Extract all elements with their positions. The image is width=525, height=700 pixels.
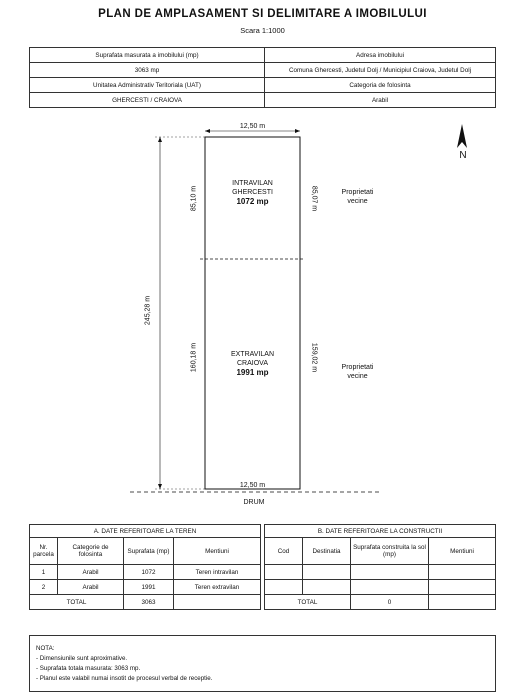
total-length-label: 245,28 m [144, 295, 152, 326]
col-header-destination: Destinatia [303, 538, 351, 565]
table-row: 1 Arabil 1072 Teren intravilan [30, 565, 261, 580]
uat-label: Unitatea Administrativ Teritoriala (UAT) [30, 78, 265, 93]
bottom-width-label: 12,50 m [239, 482, 266, 489]
road-label: DRUM [243, 499, 265, 506]
building-data-table [264, 524, 496, 610]
lower-left-side-label: 160,18 m [190, 342, 198, 373]
land-table-title: A. DATE REFERITOARE LA TEREN [30, 525, 261, 538]
table-row: 2 Arabil 1991 Teren extravilan [30, 580, 261, 595]
col-header-parcel: Nr. parcela [30, 538, 58, 565]
notes-box [29, 635, 496, 692]
building-total-value: 0 [351, 595, 429, 610]
col-header-surface: Suprafata (mp) [124, 538, 174, 565]
surface-label: Suprafata masurata a imobilului (mp) [30, 48, 265, 63]
address-label: Adresa imobilului [265, 48, 496, 63]
note-line: - Suprafata totala masurata: 3063 mp. [36, 665, 141, 672]
table-row [265, 565, 496, 580]
use-category-label: Categoria de folosinta [265, 78, 496, 93]
land-total-label: TOTAL [30, 595, 124, 610]
land-total-value: 3063 [124, 595, 174, 610]
scale-label: Scara 1:1000 [240, 26, 285, 35]
top-width-label: 12,50 m [239, 123, 266, 130]
col-header-built-surface: Suprafata construita la sol (mp) [351, 538, 429, 565]
uat-value: GHERCESTI / CRAIOVA [30, 93, 265, 108]
building-total-label: TOTAL [265, 595, 351, 610]
note-line: - Planul este valabil numai insotit de procesul verbal de receptie. [36, 675, 213, 682]
notes-title: NOTA: [36, 645, 55, 652]
parcel-2-label: EXTRAVILAN CRAIOVA 1991 mp [230, 351, 275, 377]
upper-left-side-label: 85,10 m [190, 185, 198, 212]
address-value: Comuna Ghercesti, Judetul Dolj / Municipiul Craiova, Judetul Dolj [265, 63, 496, 78]
land-data-table [29, 524, 261, 610]
col-header-mentions: Mentiuni [174, 538, 261, 565]
col-header-building-mentions: Mentiuni [429, 538, 496, 565]
upper-right-side-label: 85,07 m [310, 185, 318, 212]
total-row [265, 595, 496, 610]
neighbors-label-upper: Proprietati vecine [341, 189, 374, 205]
use-category-value: Arabil [265, 93, 496, 108]
table-row [265, 580, 496, 595]
col-header-code: Cod [265, 538, 303, 565]
total-row [30, 595, 261, 610]
building-table-title: B. DATE REFERITOARE LA CONSTRUCTII [265, 525, 496, 538]
north-label: N [459, 150, 467, 161]
surface-value: 3063 mp [30, 63, 265, 78]
north-arrow-icon [457, 124, 467, 148]
neighbors-label-lower: Proprietati vecine [341, 364, 374, 380]
page-title: PLAN DE AMPLASAMENT SI DELIMITARE A IMOBILULUI [98, 8, 427, 20]
col-header-category: Categorie de folosinta [58, 538, 124, 565]
lower-right-side-label: 159,02 m [310, 342, 318, 373]
parcel-1-label: INTRAVILAN GHERCESTI 1072 mp [232, 180, 273, 206]
note-line: - Dimensiunile sunt aproximative. [36, 655, 128, 662]
